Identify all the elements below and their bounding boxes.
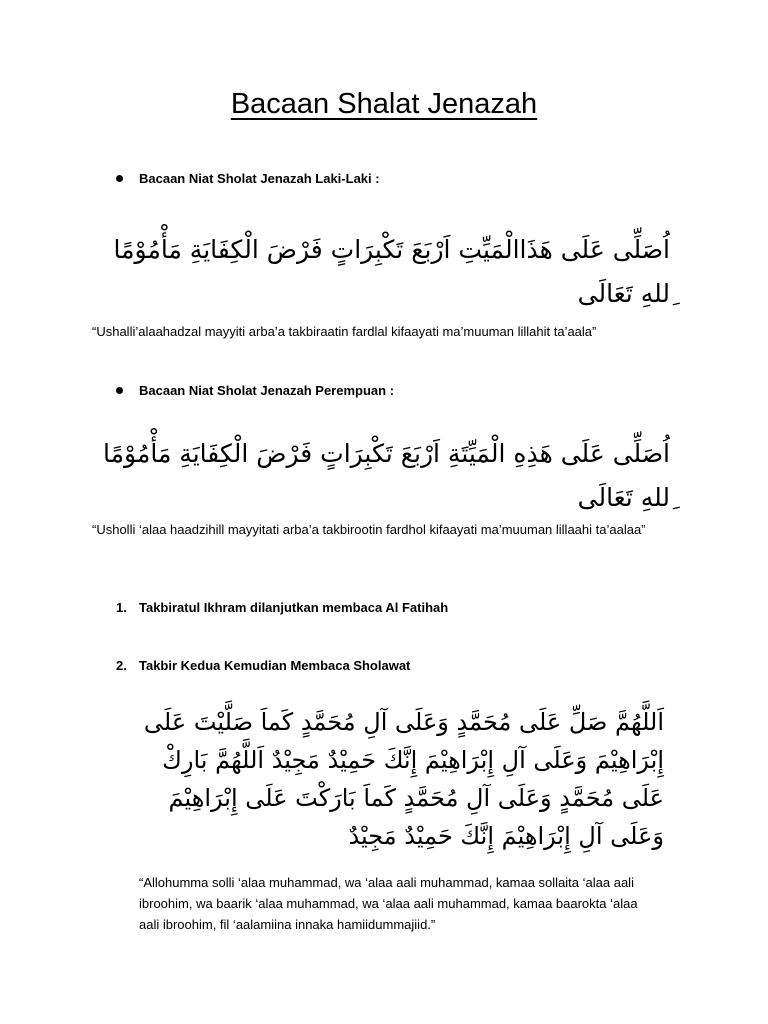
transliteration-male: “Ushalli’alaahadzal mayyiti arba’a takbiraatin fardlal kifaayati ma’muuman lillahit ta’aala” — [92, 324, 597, 339]
arabic-sholawat: اَللَّهُمَّ صَلِّ عَلَى مُحَمَّدٍ وَعَلَى آلِ مُحَمَّدٍ كَماَ صَلَّيْتَ عَلَى إِبْرَاهِيْمَ وَعَلَى آلِ إِبْرَاهِيْمَ إِنَّكَ حَمِيْدٌ مَجِيْدٌ اَللَّهُمَّ بَارِكْ عَلَى مُحَمَّدٍ وَعَلَى آلِ مُحَمَّدٍ كَماَ بَارَكْتَ عَلَى إِبْرَاهِيْمَ وَعَلَى آلِ إِبْرَاهِيْمَ إِنَّكَ حَمِيْدٌ مَجِيْدٌ — [143, 708, 664, 850]
arabic-niat-female: اُصَلِّى عَلَى هَذِهِ الْمَيِّتَةِ اَرْبَعَ تَكْبِرَاتٍ فَرْضَ الْكِفَايَةِ مَأْمُوْمًا ِللهِ تَعَالَى — [103, 439, 670, 512]
transliteration-sholawat: “Allohumma solli ‘alaa muhammad, wa ‘alaa aali muhammad, kamaa sollaita ‘alaa aali ibroohim, wa baarik ‘alaa muhammad, wa ‘alaa aali muhammad, kamaa baarokta ‘alaa aali ibroohim, fil ‘aalamiina innaka hamiidummajiid.” — [139, 875, 638, 932]
transliteration-female: “Usholli ‘alaa haadzihill mayyitati arba’a takbirootin fardhol kifaayati ma’muuman lillaahi ta’aalaa” — [92, 522, 646, 537]
step-1-number: 1. — [116, 600, 127, 615]
bullet-male — [116, 171, 126, 181]
heading-niat-male: Bacaan Niat Sholat Jenazah Laki-Laki : — [139, 171, 380, 186]
step-1-heading: Takbiratul Ikhram dilanjutkan membaca Al Fatihah — [139, 600, 449, 615]
step-2-number: 2. — [116, 658, 127, 673]
step-2-heading: Takbir Kedua Kemudian Membaca Sholawat — [139, 658, 411, 673]
page-title: Bacaan Shalat Jenazah — [230, 88, 538, 120]
heading-niat-female: Bacaan Niat Sholat Jenazah Perempuan : — [139, 383, 395, 398]
arabic-niat-male: اُصَلِّى عَلَى هَذَاالْمَيِّتِ اَرْبَعَ تَكْبِرَاتٍ فَرْضَ الْكِفَايَةِ مَأْمُوْمًا ِللهِ تَعَالَى — [113, 235, 670, 308]
bullet-female — [116, 383, 126, 393]
